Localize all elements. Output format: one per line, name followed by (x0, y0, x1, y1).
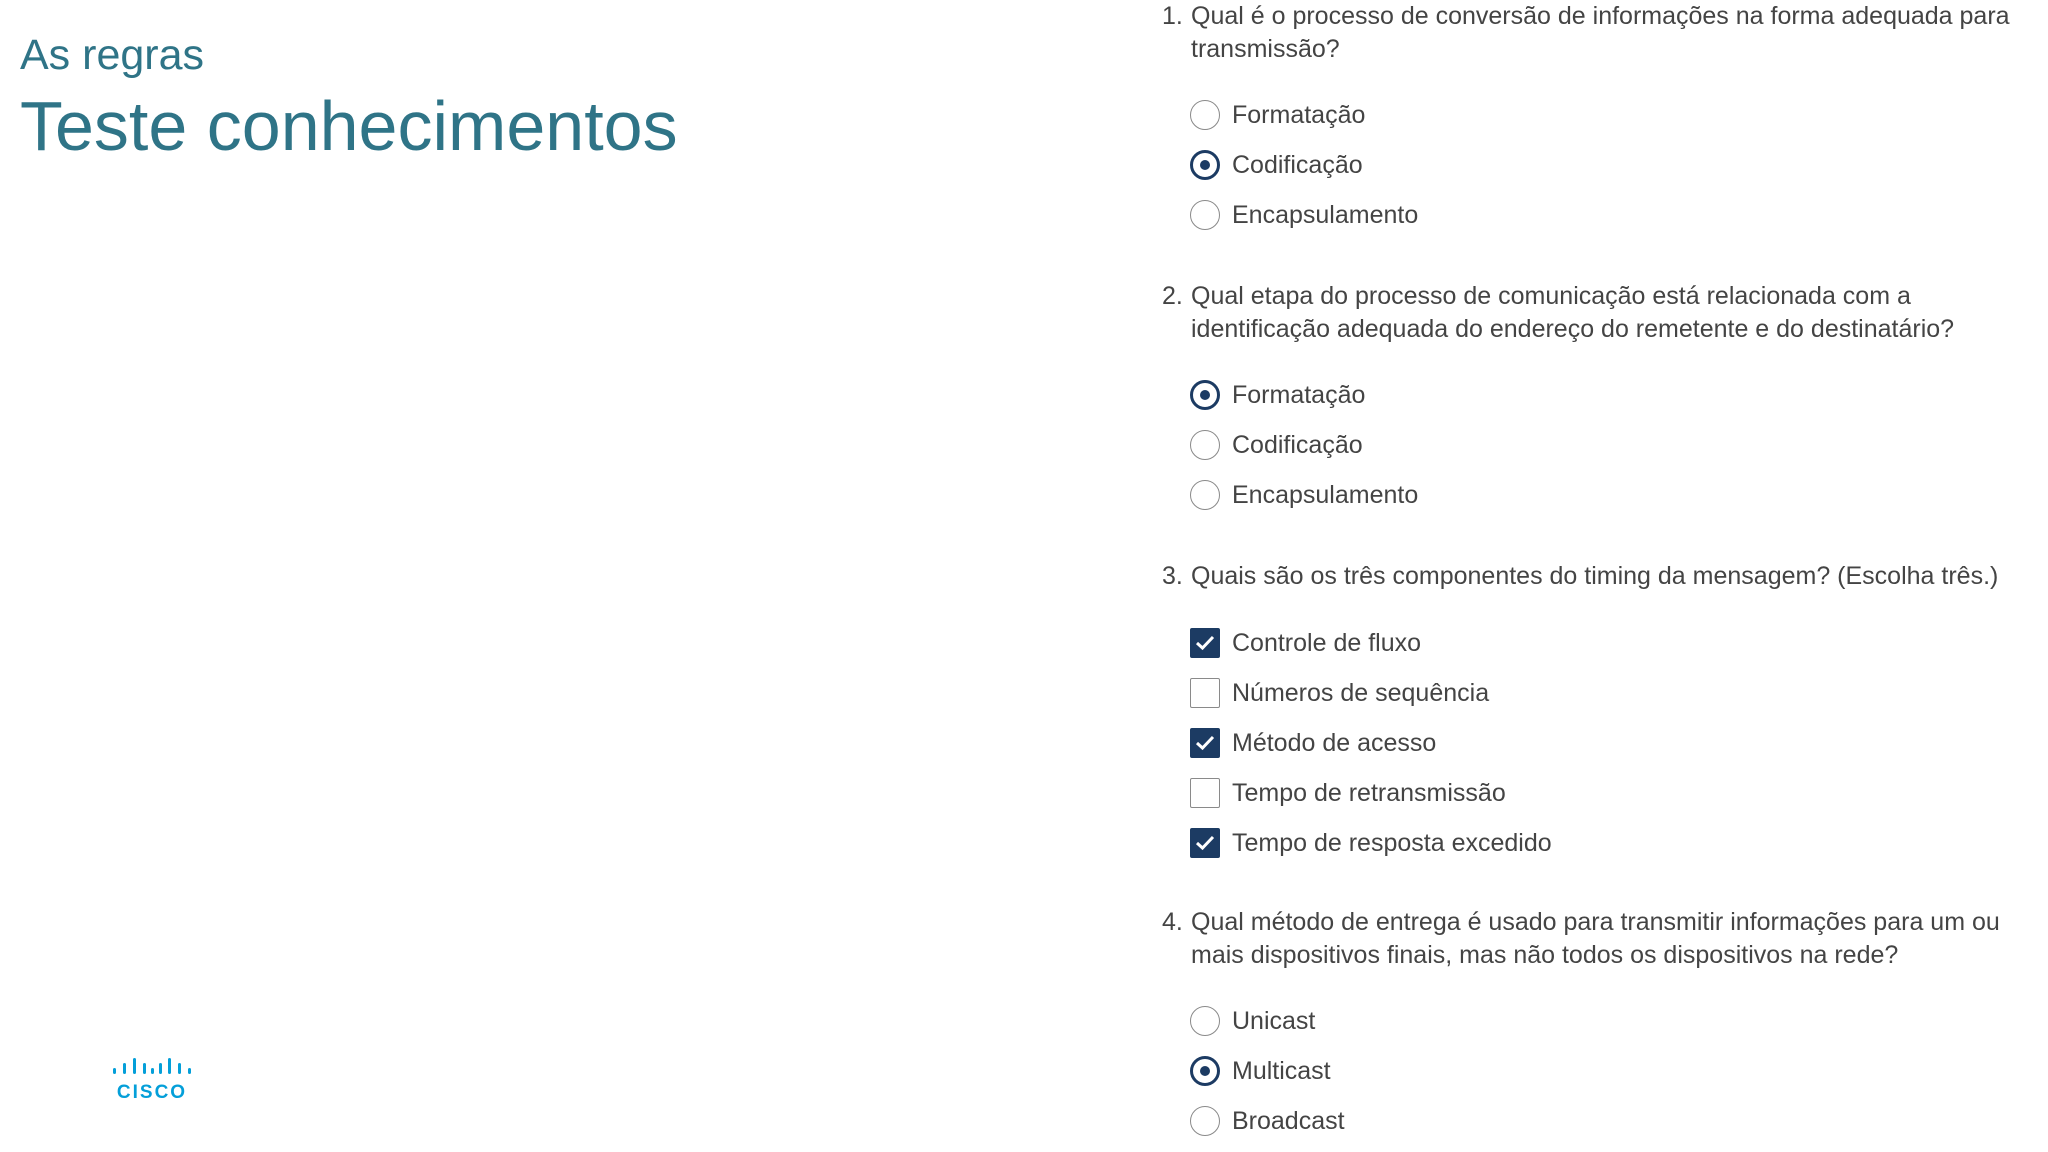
question-3-prompt: Quais são os três componentes do timing da mensagem? (Escolha três.) (1191, 562, 1999, 590)
option-label: Método de acesso (1232, 729, 1437, 757)
radio-button[interactable] (1190, 430, 1220, 460)
checkbox[interactable] (1190, 678, 1220, 708)
option-label: Controle de fluxo (1232, 629, 1422, 657)
radio-button[interactable] (1190, 200, 1220, 230)
option-tempo-de-retransmissao[interactable] (1190, 776, 1506, 810)
radio-button[interactable] (1190, 480, 1220, 510)
question-2-text (1162, 280, 2048, 346)
cisco-logo (112, 1058, 192, 1102)
option-multicast[interactable] (1190, 1054, 1331, 1088)
checkbox[interactable] (1190, 778, 1220, 808)
option-encapsulamento[interactable] (1190, 478, 1418, 512)
question-2-number: 2. (1162, 282, 1183, 310)
radio-button-selected[interactable] (1190, 1056, 1220, 1086)
option-formatacao[interactable] (1190, 98, 1365, 132)
question-3-text (1162, 560, 2048, 593)
question-3-number: 3. (1162, 562, 1183, 590)
option-label: Codificação (1232, 431, 1363, 459)
option-label: Broadcast (1232, 1107, 1345, 1135)
question-4 (1162, 906, 2048, 1135)
option-formatacao[interactable] (1190, 378, 1365, 412)
option-tempo-de-resposta-excedido[interactable] (1190, 826, 1552, 860)
question-1 (1162, 0, 2048, 229)
checkbox-checked[interactable] (1190, 628, 1220, 658)
question-4-number: 4. (1162, 908, 1183, 936)
checkmark-icon (1195, 834, 1215, 852)
option-label: Números de sequência (1232, 679, 1490, 707)
checkbox-checked[interactable] (1190, 828, 1220, 858)
page-title: Teste conhecimentos (20, 87, 678, 165)
question-4-prompt: Qual método de entrega é usado para transmitir informações para um ou mais dispositivos finais, mas não todos os dispositivos na rede? (1191, 908, 2000, 969)
question-2-prompt: Qual etapa do processo de comunicação está relacionada com a identificação adequada do endereço do remetente e do destinatário? (1191, 282, 1955, 343)
question-1-prompt: Qual é o processo de conversão de informações na forma adequada para transmissão? (1191, 2, 2010, 63)
radio-button[interactable] (1190, 1006, 1220, 1036)
question-3 (1162, 560, 2048, 857)
option-label: Encapsulamento (1232, 201, 1419, 229)
radio-button[interactable] (1190, 100, 1220, 130)
option-label: Unicast (1232, 1007, 1316, 1035)
option-label: Codificação (1232, 151, 1363, 179)
radio-button[interactable] (1190, 1106, 1220, 1136)
option-encapsulamento[interactable] (1190, 198, 1418, 232)
cisco-logo-text: CISCO (116, 1082, 188, 1103)
question-1-number: 1. (1162, 2, 1183, 30)
option-label: Formatação (1232, 381, 1366, 409)
question-2 (1162, 280, 2048, 509)
checkbox-checked[interactable] (1190, 728, 1220, 758)
question-4-text (1162, 906, 2048, 972)
option-codificacao[interactable] (1190, 428, 1363, 462)
option-label: Tempo de resposta excedido (1232, 829, 1552, 857)
cisco-bars-icon (112, 1058, 192, 1080)
option-metodo-de-acesso[interactable] (1190, 726, 1436, 760)
option-broadcast[interactable] (1190, 1104, 1345, 1138)
option-codificacao[interactable] (1190, 148, 1363, 182)
option-numeros-de-sequencia[interactable] (1190, 676, 1489, 710)
option-unicast[interactable] (1190, 1004, 1315, 1038)
option-label: Encapsulamento (1232, 481, 1419, 509)
option-label: Formatação (1232, 101, 1366, 129)
checkmark-icon (1195, 634, 1215, 652)
section-subtitle: As regras (20, 31, 205, 79)
question-1-text (1162, 0, 2048, 66)
option-label: Multicast (1232, 1057, 1331, 1085)
option-controle-de-fluxo[interactable] (1190, 626, 1421, 660)
radio-button-selected[interactable] (1190, 380, 1220, 410)
checkmark-icon (1195, 734, 1215, 752)
radio-button-selected[interactable] (1190, 150, 1220, 180)
option-label: Tempo de retransmissão (1232, 779, 1506, 807)
